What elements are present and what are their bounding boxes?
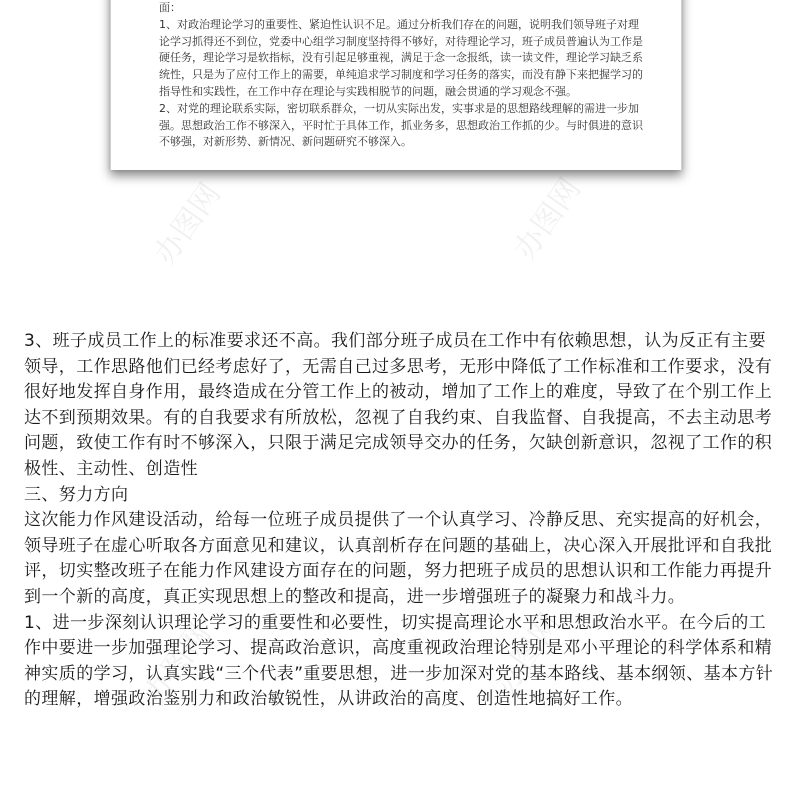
body-paragraph-direction: 这次能力作风建设活动，给每一位班子成员提供了一个认真学习、冷静反思、充实提高的好机会，领导班子在虚心听取各方面意见和建议，认真剖析存在问题的基础上，决心深入开展批评和自我批评，切实整改班子在能力作风建设方面存在的问题，努力把班子成员的思想认识和工作能力再提升到一个新的高度，真正实现思想上的整改和提高，进一步增强班子的凝聚力和战斗力。 bbox=[24, 510, 773, 607]
watermark-text: 办图网 bbox=[147, 177, 229, 271]
document-preview-card bbox=[110, 0, 682, 170]
watermark-text: 办图网 bbox=[487, 607, 569, 701]
preview-text bbox=[159, 0, 647, 151]
document-body bbox=[24, 329, 780, 713]
preview-paragraph-1: 1、对政治理论学习的重要性、紧迫性认识不足。通过分析我们存在的问题，说明我们领导班子对理论学习抓得还不到位，党委中心组学习制度坚持得不够好，对待理论学习，班子成员普遍认为工作是硬任务，理论学习是软指标，没有引起足够重视，满足于念一念报纸，读一读文件，理论学习缺乏系统性，只是为了应付工作上的需要，单纯追求学习制度和学习任务的落实，而没有静下来把握学习的指导性和实践性，在工作中存在理论与实践相脱节的问题，融会贯通的学习观念不强。 bbox=[159, 17, 643, 98]
body-paragraph-1: 1、进一步深刻认识理论学习的重要性和必要性，切实提高理论水平和思想政治水平。在今后的工作中要进一步加强理论学习、提高政治意识，高度重视政治理论特别是邓小平理论的科学体系和精神实质的学习，认真实践“三个代表”重要思想，进一步加深对党的基本路线、基本纲领、基本方针的理解，增强政治鉴别力和政治敏锐性，从讲政治的高度、创造性地搞好工作。 bbox=[24, 612, 774, 710]
body-paragraph-3: 3、班子成员工作上的标准要求还不高。我们部分班子成员在工作中有依赖思想，认为反正有主要领导，工作思路他们已经考虑好了，无需自己过多思考，无形中降低了工作标准和工作要求，没有很好地发挥自身作用，最终造成在分管工作上的被动，增加了工作上的难度，导致了在个别工作上达不到预期效果。有的自我要求有所放松，忽视了自我约束、自我监督、自我提高，不去主动思考问题，致使工作有时不够深入，只限于满足完成领导交办的任务，欠缺创新意识，忽视了工作的积极性、主动性、创造性 bbox=[24, 331, 773, 479]
preview-paragraph-2: 2、对党的理论联系实际，密切联系群众，一切从实际出发，实事求是的思想路线理解的需进一步加强。思想政治工作不够深入，平时忙于具体工作，抓业务多，思想政治工作抓的少。与时俱进的意识不够强，对新形势、新情况、新问题研究不够深入。 bbox=[159, 101, 643, 149]
watermark-text: 办图网 bbox=[507, 172, 589, 266]
preview-fragment: 面： bbox=[159, 1, 181, 14]
watermark-text: 办图网 bbox=[137, 617, 219, 711]
section-heading: 三、努力方向 bbox=[24, 484, 129, 505]
